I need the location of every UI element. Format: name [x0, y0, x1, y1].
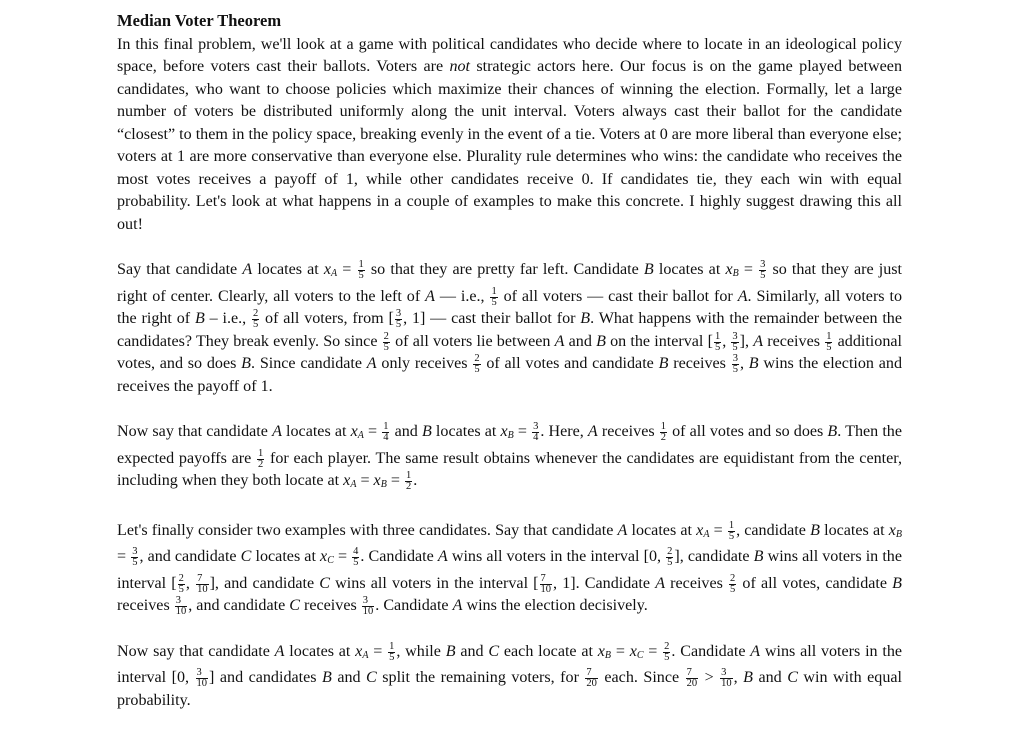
text-run: . Candidate — [671, 642, 751, 660]
math-fraction — [131, 547, 138, 568]
fraction-numerator: 1 — [358, 259, 364, 271]
math-symbol: B — [810, 521, 820, 539]
fraction-numerator: 3 — [132, 546, 138, 558]
text-run: locates at — [252, 261, 324, 278]
text-run: = — [333, 548, 352, 565]
paragraph-three-candidate-example-1 — [117, 520, 902, 618]
math-fraction — [362, 596, 375, 617]
paragraph-two-candidate-example-2 — [117, 421, 902, 497]
math-symbol: C — [289, 597, 300, 614]
text-run: locates at — [653, 261, 726, 278]
fraction-denominator: 5 — [383, 341, 389, 353]
text-run: — i.e., — [434, 287, 490, 305]
text-run: = — [356, 472, 374, 489]
math-fraction — [257, 449, 264, 470]
fraction-denominator: 5 — [667, 557, 673, 569]
emphasis: not — [449, 58, 471, 75]
text-run: . Since candidate — [251, 355, 367, 372]
text-run: = — [709, 521, 727, 539]
paragraph-intro — [117, 34, 902, 237]
text-run: ], and candidate — [209, 574, 320, 592]
math-symbol: x — [373, 472, 381, 489]
text-run: ], candidate — [674, 548, 754, 565]
math-symbol: B — [753, 548, 764, 565]
text-run: . Then the expected payoffs are — [117, 423, 902, 467]
text-run: . Candidate — [375, 597, 453, 614]
text-run: and — [390, 423, 422, 440]
math-fraction — [732, 354, 739, 375]
text-run: = — [337, 261, 357, 278]
math-symbol: x — [725, 261, 733, 278]
text-run: each. Since — [598, 669, 685, 686]
math-symbol: x — [500, 423, 508, 440]
fraction-denominator: 5 — [358, 270, 364, 282]
text-run: win with equal probability. — [117, 669, 902, 709]
math-fraction — [175, 596, 188, 617]
fraction-numerator: 7 — [196, 574, 209, 585]
math-symbol: x — [350, 423, 358, 440]
fraction-denominator: 5 — [395, 319, 402, 331]
fraction-denominator: 2 — [405, 481, 412, 493]
fraction-denominator: 4 — [383, 432, 389, 444]
text-run: ], — [739, 332, 754, 350]
fraction-denominator: 5 — [474, 364, 480, 376]
text-run: receives — [117, 597, 174, 614]
fraction-denominator: 5 — [728, 530, 735, 542]
text-run: Now say that candidate — [117, 423, 273, 440]
math-fraction — [383, 332, 390, 353]
math-symbol: x — [323, 261, 332, 278]
fraction-denominator: 5 — [730, 583, 736, 595]
paragraph-two-candidate-example-1 — [117, 259, 902, 398]
text-run: wins the election decisively. — [462, 597, 648, 614]
math-symbol: A — [554, 332, 565, 350]
math-fraction — [714, 332, 721, 353]
text-run: . Candidate — [360, 548, 438, 565]
text-run: = — [643, 642, 663, 660]
text-run: and — [455, 642, 489, 660]
math-fraction — [490, 287, 497, 308]
text-run: In this final problem, we'll look at a game with political candidates who decide where to locate in an ideological policy space, before voters cast their ballots. Voters are — [117, 35, 902, 75]
math-symbol: B — [421, 423, 432, 440]
fraction-numerator: 3 — [196, 668, 209, 679]
math-fraction — [473, 354, 480, 375]
fraction-numerator: 7 — [585, 668, 598, 679]
fraction-numerator: 2 — [178, 572, 184, 584]
fraction-denominator: 5 — [714, 341, 721, 353]
text-run: , and candidate — [188, 597, 290, 614]
text-run: locates at — [281, 423, 351, 440]
text-run: receives — [763, 332, 825, 350]
math-symbol: B — [892, 574, 902, 592]
math-subscript: A — [357, 430, 364, 441]
math-fraction — [825, 332, 832, 353]
math-subscript: B — [507, 430, 514, 441]
math-fraction — [405, 471, 412, 492]
text-run: receives — [597, 423, 659, 440]
math-fraction — [196, 574, 209, 595]
math-symbol: A — [366, 355, 377, 372]
math-fraction — [388, 642, 395, 663]
text-run: , 1] — cast their ballot for — [403, 310, 581, 327]
fraction-denominator: 20 — [586, 678, 597, 690]
fraction-numerator: 7 — [686, 668, 699, 679]
math-symbol: x — [696, 521, 704, 539]
fraction-numerator: 2 — [252, 308, 259, 320]
fraction-numerator: 3 — [732, 353, 738, 365]
text-run: = — [368, 642, 388, 660]
fraction-numerator: 3 — [732, 330, 738, 342]
fraction-numerator: 3 — [175, 596, 188, 607]
text-run: on the interval [ — [605, 332, 713, 350]
fraction-denominator: 10 — [175, 606, 187, 618]
text-run: = — [738, 261, 759, 278]
math-symbol: x — [597, 642, 605, 660]
fraction-numerator: 1 — [383, 421, 389, 433]
math-symbol: B — [596, 332, 606, 350]
text-run: , candidate — [736, 521, 811, 539]
math-symbol: A — [242, 261, 253, 278]
math-symbol: A — [437, 548, 448, 565]
text-run: > — [699, 669, 720, 686]
math-symbol: x — [629, 642, 637, 660]
math-fraction — [720, 668, 733, 689]
text-run: of all votes and so does — [668, 423, 828, 440]
fraction-numerator: 3 — [395, 308, 402, 320]
text-run: strategic actors here. Our focus is on the game played between candidates, who want to choose policies which maximize their chances of winning the election. Formally, let a large number of voters be distributed uniformly along the unit interval. Voters always cast their ballot for the candidate “closest” to them in the policy space, breaking evenly in the event of a tie. Voters at 0 are more liberal than everyone else; voters at 1 are more conservative than everyone else. Plurality rule determines who wins: the candidate who receives the most votes receives a payoff of 1, while other candidates receive 0. If candidates tie, they each win with equal probability. Let's look at what happens in a couple of examples to make this concrete. I highly suggest drawing this all out! — [117, 58, 902, 233]
text-run: and — [564, 332, 597, 350]
text-run: receives — [300, 597, 361, 614]
text-run: = — [611, 642, 630, 660]
fraction-denominator: 10 — [196, 678, 208, 690]
fraction-numerator: 1 — [258, 447, 264, 459]
text-run: = — [386, 472, 404, 489]
math-fraction — [666, 547, 673, 568]
document-page — [117, 10, 902, 735]
math-symbol: B — [194, 310, 205, 327]
text-run: , — [185, 574, 196, 592]
text-run: locates at — [627, 521, 697, 539]
math-symbol: C — [240, 548, 252, 565]
text-run: of all votes and candidate — [481, 355, 659, 372]
fraction-numerator: 7 — [540, 574, 553, 585]
math-symbol: B — [445, 642, 456, 660]
text-run: . What happens with the remainder between the candidates? They break evenly. So since — [117, 310, 902, 350]
math-symbol: B — [580, 310, 591, 327]
text-run: , 1]. Candidate — [553, 574, 656, 592]
text-run: Let's finally consider two examples with three candidates. Say that candidate — [117, 521, 618, 539]
text-run: , while — [396, 642, 446, 660]
math-fraction — [759, 260, 766, 281]
text-run: for each player. The same result obtains whenever the candidates are equidistant from the center, including when they both locate at — [117, 449, 902, 489]
math-symbol: A — [737, 287, 748, 305]
math-symbol: B — [643, 261, 654, 278]
text-run: wins all voters in the interval [ — [330, 574, 539, 592]
math-fraction — [729, 574, 736, 595]
paragraph-three-candidate-example-2 — [117, 641, 902, 713]
text-run: only receives — [376, 355, 473, 372]
math-fraction — [540, 574, 553, 595]
text-run: – i.e., — [204, 310, 251, 327]
fraction-numerator: 2 — [474, 353, 480, 365]
fraction-denominator: 5 — [491, 296, 497, 308]
text-run: receives — [668, 355, 731, 372]
fraction-numerator: 4 — [353, 546, 359, 558]
math-subscript: B — [604, 649, 612, 661]
text-run: , — [722, 332, 731, 350]
text-run: . Here, — [540, 423, 588, 440]
math-subscript: B — [895, 528, 902, 540]
fraction-numerator: 2 — [383, 330, 389, 342]
math-subscript: A — [362, 649, 369, 661]
fraction-numerator: 1 — [389, 640, 395, 652]
text-run: of all voters lie between — [390, 332, 555, 350]
text-run: split the remaining voters, for — [376, 669, 585, 686]
fraction-denominator: 5 — [760, 270, 766, 282]
fraction-numerator: 2 — [664, 640, 670, 652]
math-symbol: A — [274, 642, 285, 660]
math-symbol: B — [241, 355, 252, 372]
fraction-numerator: 1 — [491, 285, 497, 297]
text-run: ] and candidates — [209, 669, 322, 686]
math-symbol: B — [658, 355, 669, 372]
math-subscript: A — [703, 528, 710, 540]
fraction-denominator: 10 — [197, 583, 208, 595]
fraction-numerator: 1 — [826, 330, 832, 342]
math-symbol: A — [425, 287, 435, 305]
math-fraction — [395, 309, 402, 330]
math-subscript: C — [327, 555, 334, 566]
fraction-denominator: 5 — [732, 364, 738, 376]
math-symbol: A — [587, 423, 598, 440]
math-symbol: C — [488, 642, 500, 660]
fraction-denominator: 5 — [178, 583, 184, 595]
text-run: wins the election and receives the payoff of 1. — [117, 355, 903, 395]
fraction-denominator: 20 — [686, 678, 698, 690]
text-run: wins all voters in the interval [0, — [447, 548, 666, 565]
fraction-numerator: 3 — [362, 596, 375, 607]
fraction-denominator: 5 — [664, 651, 670, 663]
fraction-numerator: 1 — [714, 330, 721, 342]
math-symbol: A — [753, 332, 764, 350]
math-symbol: C — [319, 574, 331, 592]
fraction-numerator: 1 — [405, 470, 412, 482]
math-subscript: B — [732, 268, 739, 279]
math-fraction — [731, 332, 738, 353]
text-run: additional votes, and so does — [117, 332, 902, 372]
math-fraction — [585, 668, 598, 689]
text-run: so that they are pretty far left. Candidate — [365, 261, 644, 278]
fraction-denominator: 10 — [721, 678, 732, 690]
math-symbol: x — [355, 642, 363, 660]
text-run: so that they are just right of center. Clearly, all voters to the left of — [117, 261, 903, 305]
text-run: , — [739, 355, 749, 372]
fraction-denominator: 2 — [660, 432, 666, 444]
fraction-denominator: 5 — [353, 557, 359, 569]
fraction-numerator: 1 — [728, 519, 735, 531]
math-fraction — [663, 642, 670, 663]
math-fraction — [728, 521, 735, 542]
math-fraction — [252, 309, 259, 330]
fraction-numerator: 3 — [720, 668, 733, 679]
math-fraction — [196, 668, 209, 689]
text-run: , — [733, 669, 744, 686]
math-subscript: A — [331, 268, 338, 279]
math-symbol: A — [617, 521, 628, 539]
math-fraction — [358, 260, 365, 281]
fraction-denominator: 5 — [252, 319, 259, 331]
fraction-numerator: 3 — [533, 421, 539, 433]
math-fraction — [532, 422, 539, 443]
fraction-denominator: 10 — [362, 606, 374, 618]
text-run: . — [413, 472, 418, 489]
text-run: wins all voters in the interval [0, — [117, 642, 903, 686]
text-run: = — [117, 548, 131, 565]
math-fraction — [660, 422, 667, 443]
math-symbol: x — [888, 521, 896, 539]
fraction-denominator: 10 — [540, 583, 552, 595]
math-fraction — [382, 422, 389, 443]
math-symbol: C — [366, 669, 377, 686]
text-run: , and candidate — [139, 548, 241, 565]
fraction-numerator: 3 — [760, 259, 766, 271]
math-symbol: x — [343, 472, 351, 489]
text-run: of all voters, from [ — [260, 310, 394, 327]
math-fraction — [178, 574, 185, 595]
text-run: Now say that candidate — [117, 642, 275, 660]
fraction-denominator: 5 — [132, 557, 138, 569]
text-run: of all voters — cast their ballot for — [498, 287, 738, 305]
math-subscript: A — [350, 479, 357, 490]
text-run: and — [753, 669, 788, 686]
fraction-denominator: 2 — [258, 458, 264, 470]
math-symbol: x — [320, 548, 328, 565]
math-symbol: A — [272, 423, 282, 440]
math-subscript: B — [380, 479, 387, 490]
math-symbol: B — [322, 669, 332, 686]
text-run: = — [363, 423, 382, 440]
math-subscript: C — [636, 649, 644, 661]
text-run: locates at — [251, 548, 321, 565]
text-run: locates at — [284, 642, 356, 660]
text-run: Say that candidate — [117, 261, 243, 278]
math-symbol: A — [655, 574, 666, 592]
math-fraction — [352, 547, 359, 568]
text-run: of all votes, candidate — [737, 574, 893, 592]
text-run: locates at — [819, 521, 889, 539]
text-run: locates at — [431, 423, 501, 440]
fraction-numerator: 2 — [730, 572, 736, 584]
math-symbol: B — [827, 423, 838, 440]
text-run: = — [513, 423, 532, 440]
fraction-denominator: 4 — [533, 432, 539, 444]
fraction-denominator: 5 — [389, 651, 395, 663]
fraction-numerator: 1 — [660, 421, 666, 433]
math-fraction — [686, 668, 699, 689]
math-symbol: A — [750, 642, 761, 660]
fraction-numerator: 2 — [667, 546, 673, 558]
text-run: each locate at — [499, 642, 598, 660]
text-run: receives — [665, 574, 729, 592]
document-title: Median Voter Theorem — [117, 11, 282, 30]
fraction-denominator: 5 — [732, 341, 738, 353]
math-symbol: C — [787, 669, 798, 686]
fraction-denominator: 5 — [826, 341, 832, 353]
text-run: wins all voters in the interval [ — [117, 548, 902, 592]
math-symbol: A — [452, 597, 463, 614]
text-run: and — [331, 669, 367, 686]
math-symbol: B — [748, 355, 759, 372]
text-run: . Similarly, all voters to the right of — [117, 287, 902, 327]
math-symbol: B — [743, 669, 753, 686]
